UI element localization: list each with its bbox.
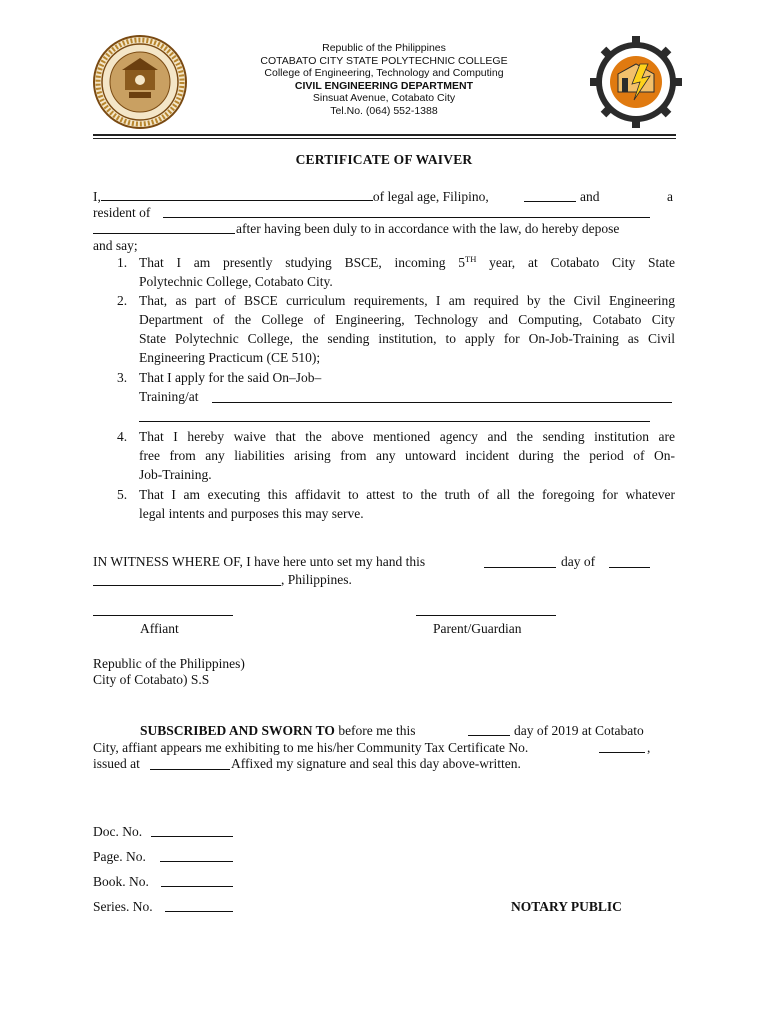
item-5-line-1: That I am executing this affidavit to attest to the truth of all the foregoing for whatever	[139, 487, 675, 502]
intro-and-say: and say;	[93, 238, 138, 253]
affiant-label: Affiant	[140, 621, 179, 636]
item-1-text-b: year, at Cotabato City State	[476, 255, 675, 270]
training-place-blank[interactable]	[212, 402, 672, 403]
sworn-before-me: before me this	[334, 723, 416, 738]
header-rule-thin	[93, 138, 676, 139]
item-4-number: 4.	[117, 429, 128, 444]
item-3-line-2: Training/at	[139, 389, 199, 404]
letterhead-country: Republic of the Philippines	[322, 42, 446, 54]
item-1-line-1	[139, 253, 675, 272]
sworn-bold: SUBSCRIBED AND SWORN TO	[140, 723, 335, 738]
item-1	[139, 253, 675, 291]
training-place-blank-2[interactable]	[139, 421, 650, 422]
letterhead-phone: Tel.No. (064) 552-1388	[330, 104, 438, 117]
notary-public-label: NOTARY PUBLIC	[511, 899, 622, 914]
intro-a: a	[667, 189, 673, 204]
item-1-superscript: TH	[465, 254, 477, 264]
witness-day-blank[interactable]	[484, 567, 556, 568]
intro-i: I,	[93, 189, 101, 204]
series-no-blank[interactable]	[165, 911, 233, 912]
intro-after: after having been duly to in accordance with the law, do hereby depose	[236, 221, 620, 236]
witness-day-of: day of	[561, 554, 596, 569]
item-1-number: 1.	[117, 255, 128, 270]
item-5	[139, 485, 675, 523]
letterhead-department: CIVIL ENGINEERING DEPARTMENT	[294, 79, 474, 92]
name-blank[interactable]	[101, 187, 373, 201]
status-blank[interactable]	[524, 201, 576, 202]
item-4-line-2: free from any liabilities arising from any untoward incident during the period of On-	[139, 448, 675, 463]
letterhead-college: COTABATO CITY STATE POLYTECHNIC COLLEGE	[260, 54, 508, 67]
item-3-line-1: That I apply for the said On–Job–	[139, 370, 322, 385]
document-title: CERTIFICATE OF WAIVER	[295, 152, 473, 167]
residence-blank[interactable]	[163, 217, 650, 218]
series-no-label: Series. No.	[93, 899, 153, 914]
item-2-line-2: Department of the College of Engineering, Technology and Computing, Cotabato City	[139, 312, 675, 327]
witness-philippines: , Philippines.	[281, 572, 352, 587]
venue-city: City of Cotabato) S.S	[93, 672, 210, 687]
witness-month-blank-2[interactable]	[93, 585, 281, 586]
item-1-text-a: That I am presently studying BSCE, incoming 5	[139, 255, 465, 270]
intro-line-1	[93, 187, 489, 206]
item-2	[139, 291, 675, 367]
college-seal-icon	[92, 34, 188, 130]
item-5-number: 5.	[117, 487, 128, 502]
intro-legal-age: of legal age, Filipino,	[372, 189, 489, 204]
sworn-line-2: City, affiant appears me exhibiting to me his/her Community Tax Certificate No.	[93, 740, 529, 755]
header-rule-thick	[93, 134, 676, 136]
parent-signature-line[interactable]	[416, 615, 556, 616]
venue-republic: Republic of the Philippines)	[93, 656, 245, 671]
intro-and: and	[580, 189, 600, 204]
sworn-day-blank[interactable]	[468, 735, 510, 736]
parent-guardian-label: Parent/Guardian	[433, 621, 522, 636]
item-4	[139, 427, 675, 484]
sworn-affixed: Affixed my signature and seal this day above-written.	[231, 756, 521, 771]
sworn-issued-at: issued at	[93, 756, 140, 771]
affiant-signature-line[interactable]	[93, 615, 233, 616]
letterhead	[200, 42, 568, 118]
item-2-line-1: That, as part of BSCE curriculum requirements, I am required by the Civil Engineering	[139, 293, 675, 308]
witness-month-blank[interactable]	[609, 567, 650, 568]
item-2-line-3: State Polytechnic College, the sending institution, to apply for On-Job-Training as Civil	[139, 331, 675, 346]
doc-no-label: Doc. No.	[93, 824, 143, 839]
issued-at-blank[interactable]	[150, 769, 230, 770]
book-no-blank[interactable]	[161, 886, 233, 887]
letterhead-college-unit: College of Engineering, Technology and Computing	[264, 67, 504, 80]
item-2-number: 2.	[117, 293, 128, 308]
residence-blank-2[interactable]	[93, 233, 235, 234]
doc-no-blank[interactable]	[151, 836, 233, 837]
item-4-line-3: Job-Training.	[139, 467, 212, 482]
page-no-blank[interactable]	[160, 861, 233, 862]
intro-resident-of: resident of	[93, 205, 151, 220]
item-2-line-4: Engineering Practicum (CE 510);	[139, 350, 321, 365]
witness-text: IN WITNESS WHERE OF, I have here unto set my hand this	[93, 554, 426, 569]
sworn-line-2-comma: ,	[647, 740, 651, 755]
item-3	[139, 368, 675, 406]
item-3-number: 3.	[117, 370, 128, 385]
item-5-line-2: legal intents and purposes this may serve.	[139, 506, 364, 521]
page-no-label: Page. No.	[93, 849, 146, 864]
item-1-line-2: Polytechnic College, Cotabato City.	[139, 274, 333, 289]
letterhead-address: Sinsuat Avenue, Cotabato City	[312, 92, 456, 105]
sworn-day-of-year: day of 2019 at Cotabato	[514, 723, 644, 738]
book-no-label: Book. No.	[93, 874, 149, 889]
engineering-logo-icon	[588, 34, 684, 130]
ctc-number-blank[interactable]	[599, 752, 645, 753]
item-4-line-1: That I hereby waive that the above mentioned agency and the sending institution are	[139, 429, 675, 444]
